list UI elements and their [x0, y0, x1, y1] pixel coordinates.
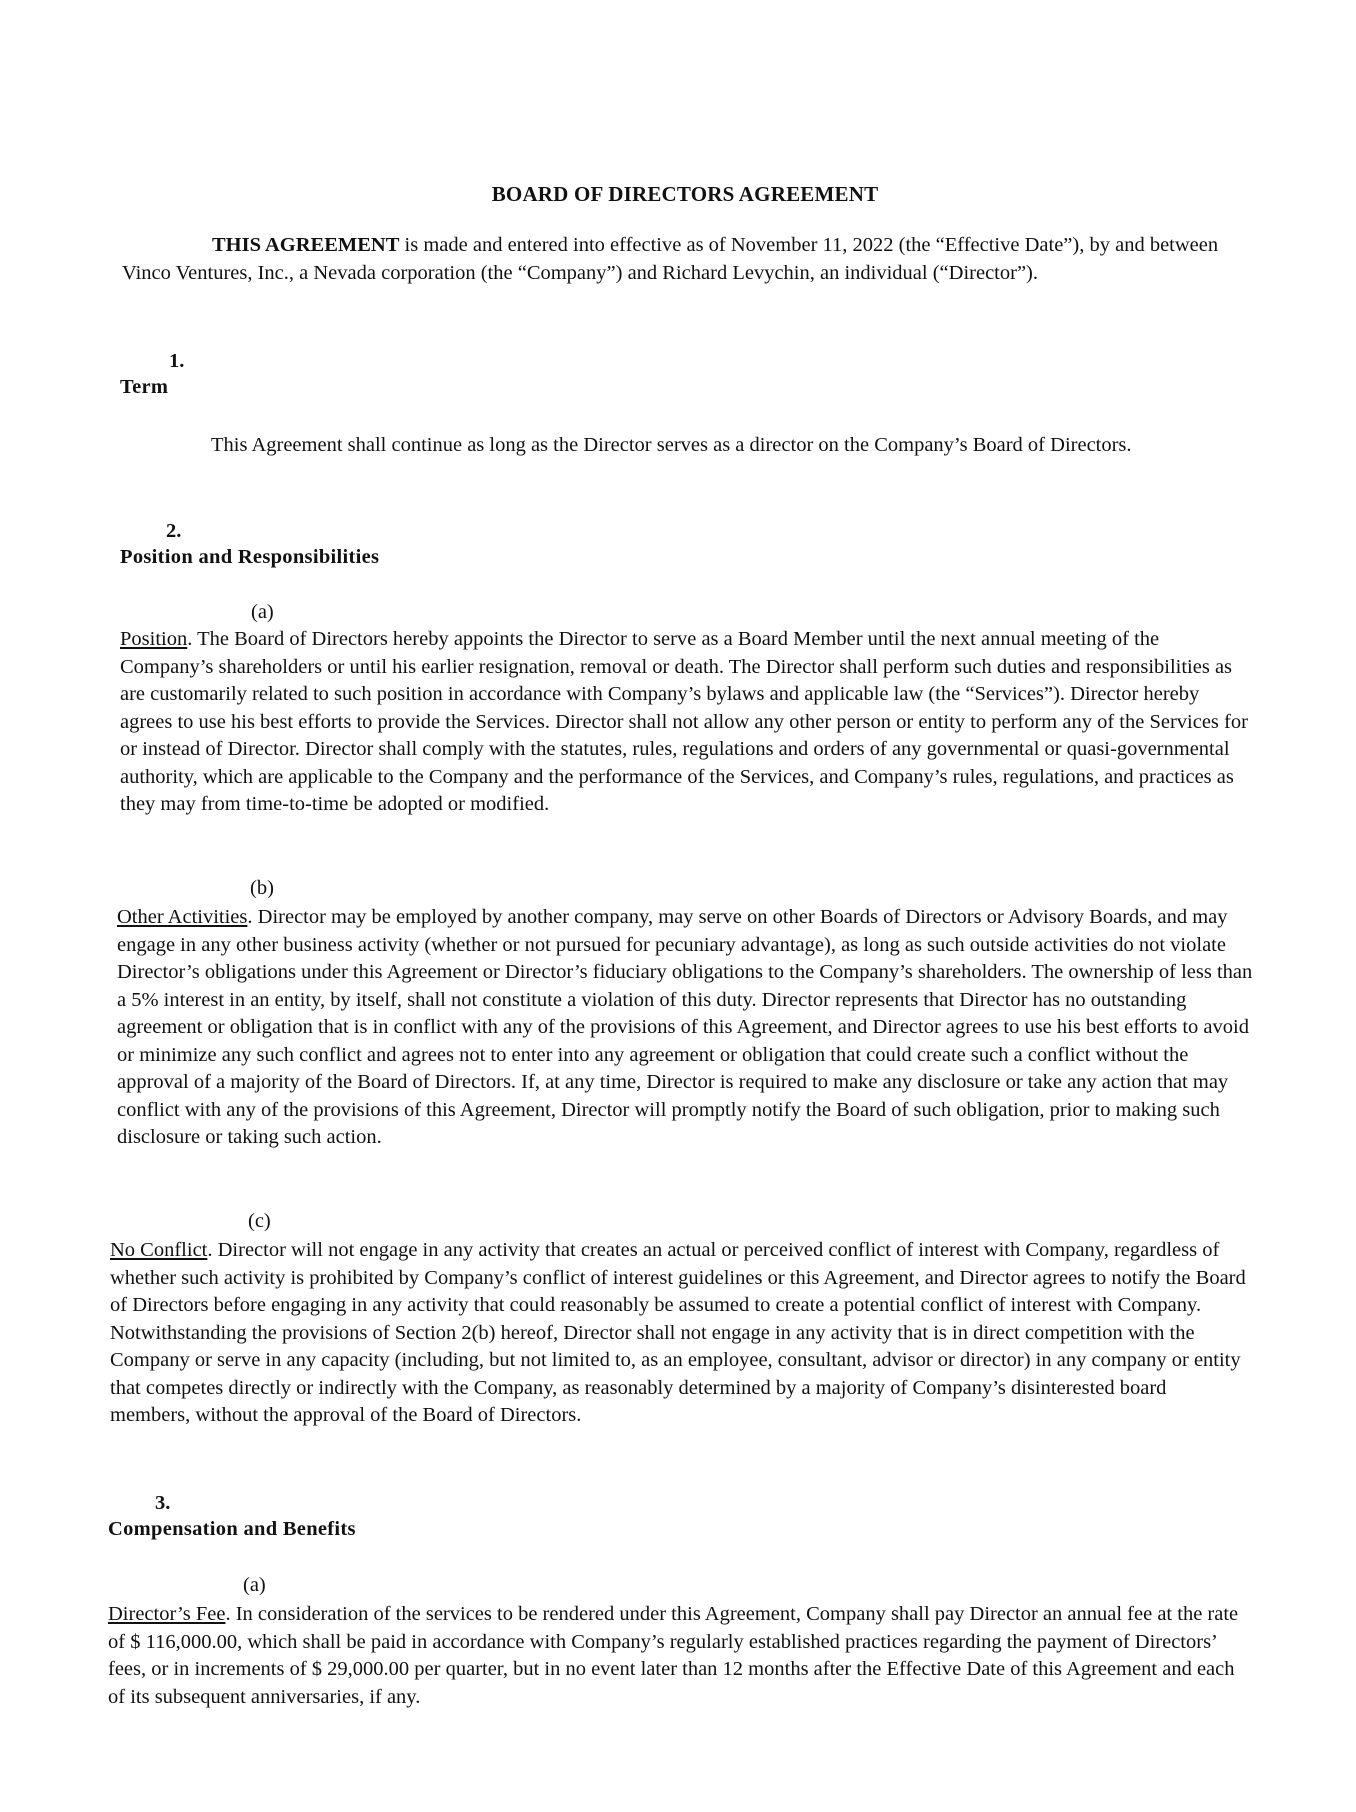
section-2b-label: (b) — [250, 877, 274, 899]
section-3a-paragraph — [108, 1601, 1248, 1711]
section-2-number: 2. — [166, 520, 182, 542]
section-2b-paragraph — [117, 904, 1255, 1152]
intro-text: is made and entered into effective as of November 11, 2022 (the “Effective Date”), by and between Vinco Ventures, Inc., a Nevada corporation (the “Company”) and Richard Levychin, an individual (“Director”). — [122, 234, 1219, 284]
section-2a-paragraph — [120, 626, 1255, 819]
section-2b-heading: Other Activities — [117, 906, 248, 928]
section-3a-heading: Director’s Fee — [108, 1603, 226, 1625]
intro-lead: THIS AGREEMENT — [212, 234, 400, 256]
section-2a-label: (a) — [251, 601, 274, 623]
section-3-number: 3. — [155, 1492, 171, 1514]
document-title: BOARD OF DIRECTORS AGREEMENT — [491, 182, 879, 206]
section-2c-heading: No Conflict — [110, 1239, 208, 1261]
section-2c-paragraph — [110, 1237, 1250, 1430]
section-2b-text: . Director may be employed by another company, may serve on other Boards of Directors or Advisory Boards, and may engage in any other business activity (whether or not pursued for pecuniary advantage), as long as such outside activities do not violate Director’s obligations under this Agreement or Director’s fiduciary obligations to the Company’s shareholders. The ownership of less than a 5% interest in an entity, by itself, shall not constitute a violation of this duty. Director represents that Director has no outstanding agreement or obligation that is in conflict with any of the provisions of this Agreement, and Director agrees to use his best efforts to avoid or minimize any such conflict and agrees not to enter into any agreement or obligation that could create such a conflict without the approval of a majority of the Board of Directors. If, at any time, Director is required to make any disclosure or take any action that may conflict with any of the provisions of this Agreement, Director will promptly notify the Board of such obligation, prior to making such disclosure or taking such action. — [117, 906, 1253, 1148]
section-2-title: Position and Responsibilities — [120, 546, 380, 568]
section-3-title: Compensation and Benefits — [108, 1518, 356, 1540]
intro-paragraph — [122, 232, 1252, 287]
section-3a-label: (a) — [243, 1574, 266, 1596]
section-2a-heading: Position — [120, 628, 188, 650]
section-2c-label: (c) — [248, 1210, 271, 1232]
section-1-paragraph: This Agreement shall continue as long as the Director serves as a director on the Company’s Board of Directors. — [211, 434, 1132, 456]
section-3a-text: . In consideration of the services to be rendered under this Agreement, Company shall pay Director an annual fee at the rate of $ 116,000.00, which shall be paid in accordance with Company’s regularly established practices regarding the payment of Directors’ fees, or in increments of $ 29,000.00 per quarter, but in no event later than 12 months after the Effective Date of this Agreement and each of its subsequent anniversaries, if any. — [108, 1603, 1239, 1708]
section-2a-text: . The Board of Directors hereby appoints the Director to serve as a Board Member until the next annual meeting of the Company’s shareholders or until his earlier resignation, removal or death. The Director shall perform such duties and responsibilities as are customarily related to such position in accordance with Company’s bylaws and applicable law (the “Services”). Director hereby agrees to use his best efforts to provide the Services. Director shall not allow any other person or entity to perform any of the Services for or instead of Director. Director shall comply with the statutes, rules, regulations and orders of any governmental or quasi-governmental authority, which are applicable to the Company and the performance of the Services, and Company’s rules, regulations, and practices as they may from time-to-time be adopted or modified. — [120, 628, 1248, 815]
section-2c-text: . Director will not engage in any activity that creates an actual or perceived conflict of interest with Company, regardless of whether such activity is prohibited by Company’s conflict of interest guidelines or this Agreement, and Director agrees to notify the Board of Directors before engaging in any activity that could reasonably be assumed to create a potential conflict of interest with Company. Notwithstanding the provisions of Section 2(b) hereof, Director shall not engage in any activity that is in direct competition with the Company or serve in any capacity (including, but not limited to, as an employee, consultant, advisor or director) in any company or entity that competes directly or indirectly with the Company, as reasonably determined by a majority of Company’s disinterested board members, without the approval of the Board of Directors. — [110, 1239, 1246, 1426]
section-1-title: Term — [120, 376, 169, 398]
section-1-number: 1. — [169, 350, 185, 372]
